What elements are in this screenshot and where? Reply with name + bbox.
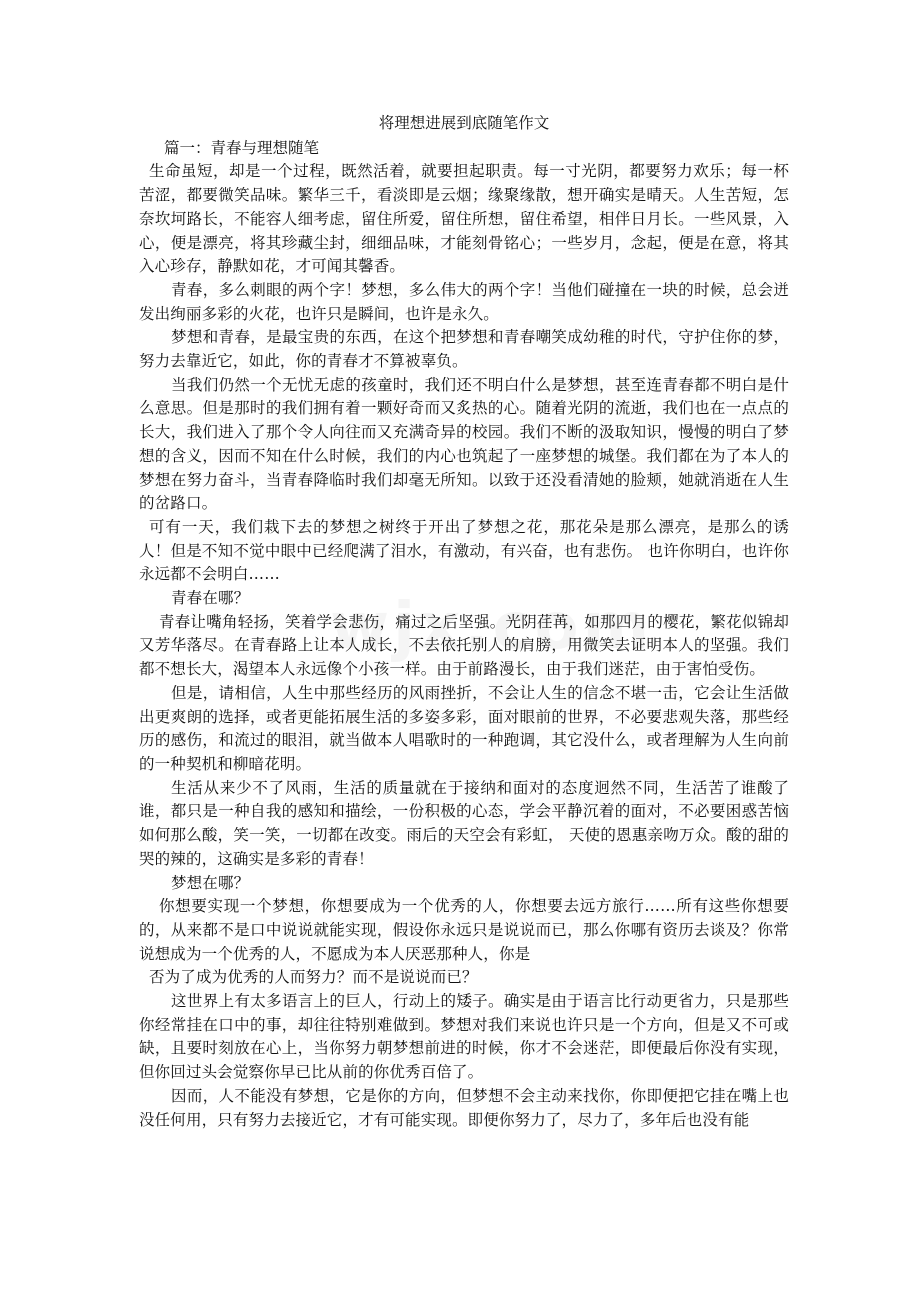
document-title: 将理想进展到底随笔作文 [378, 114, 550, 132]
paragraph: 当我们仍然一个无忧无虑的孩童时，我们还不明白什么是梦想，甚至连青春都不明白是什么意思。但是那时的我们拥有着一颗好奇而又炙热的心。随着光阴的流逝，我们也在一点点的长大，我们进入了那个令人向往而又充满奇异的校园。我们不断的汲取知识，慢慢的明白了梦想的含义，因而不知在什么时候，我们的内心也筑起了一座梦想的城堡。我们都在为了本人的梦想在努力奋斗，当青春降临时我们却毫无所知。以致于还没看清她的脸颊，她就消逝在人生的岔路口。 [139, 375, 789, 513]
paragraph: 否为了成为优秀的人而努力？而不是说说而已？ [149, 968, 478, 987]
paragraph: 生活从来少不了风雨，生活的质量就在于接纳和面对的态度迥然不同，生活苦了谁酸了谁，都只是一种自我的感知和描绘，一份积极的心态，学会平静沉着的面对，不必要困惑苦恼如何那么酸，笑一笑，一切都在改变。雨后的天空会有彩虹， 天使的恩惠亲吻万众。酸的甜的哭的辣的，这确实是多彩的青春！ [139, 778, 789, 868]
section-subtitle: 篇一：青春与理想随笔 [164, 138, 320, 157]
document-page [139, 112, 789, 1132]
paragraph: 梦想和青春，是最宝贵的东西，在这个把梦想和青春嘲笑成幼稚的时代，守护住你的梦，努力去靠近它，如此，你的青春才不算被辜负。 [139, 328, 789, 371]
paragraph: 青春让嘴角轻扬，笑着学会悲伤，痛过之后坚强。光阴荏苒，如那四月的樱花，繁花似锦却又芳华落尽。在青春路上让本人成长，不去依托别人的肩膀，用微笑去证明本人的坚强。我们都不想长大，渴望本人永远像个小孩一样。由于前路漫长，由于我们迷茫，由于害怕受伤。 [139, 612, 789, 679]
paragraph: 生命虽短，却是一个过程，既然活着，就要担起职责。每一寸光阴，都要努力欢乐；每一杯苦涩，都要微笑品味。繁华三千，看淡即是云烟；缘聚缘散，想开确实是晴天。人生苦短，怎奈坎坷路长，不能容人细考虑，留住所爱，留住所想，留住希望，相伴日月长。一些风景，入心，便是漂亮，将其珍藏尘封，细细品味，才能刻骨铭心；一些岁月，念起，便是在意，将其入心珍存，静默如花，才可闻其馨香。 [139, 162, 789, 276]
paragraph: 你想要实现一个梦想，你想要成为一个优秀的人，你想要去远方旅行……所有这些你想要的，从来都不是口中说说就能实现，假设你永远只是说说而已，那么你哪有资历去谈及？你常说想成为一个优秀的人，不愿成为本人厌恶那种人，你是 [139, 897, 789, 963]
paragraph: 因而，人不能没有梦想，它是你的方向，但梦想不会主动来找你，你即便把它挂在嘴上也没任何用，只有努力去接近它，才有可能实现。即便你努力了，尽力了，多年后也没有能 [139, 1086, 789, 1129]
paragraph: 可有一天，我们栽下去的梦想之树终于开出了梦想之花，那花朵是那么漂亮，是那么的诱人！但是不知不觉中眼中已经爬满了泪水，有激动，有兴奋，也有悲伤。 也许你明白，也许你永远都不会明白…… [139, 517, 789, 584]
paragraph: 这世界上有太多语言上的巨人，行动上的矮子。确实是由于语言比行动更省力，只是那些你经常挂在口中的事，却往往特别难做到。梦想对我们来说也许只是一个方向，但是又不可或缺，且要时刻放在心上，当你努力朝梦想前进的时候，你才不会迷茫，即便最后你没有实现，但你回过头会觉察你早已比从前的你优秀百倍了。 [139, 992, 789, 1082]
section-heading: 梦想在哪？ [171, 873, 250, 892]
section-heading: 青春在哪？ [171, 589, 250, 608]
paragraph: 但是，请相信，人生中那些经历的风雨挫折，不会让人生的信念不堪一击，它会让生活做出更爽朗的选择，或者更能拓展生活的多姿多彩，面对眼前的世界，不必要悲观失落，那些经历的感伤，和流过的眼泪，就当做本人唱歌时的一种跑调，其它没什么，或者理解为人生向前的一种契机和柳暗花明。 [139, 683, 789, 773]
paragraph: 青春，多么刺眼的两个字！梦想，多么伟大的两个字！当他们碰撞在一块的时候，总会迸发出绚丽多彩的火花，也许只是瞬间，也许是永久。 [139, 280, 789, 323]
